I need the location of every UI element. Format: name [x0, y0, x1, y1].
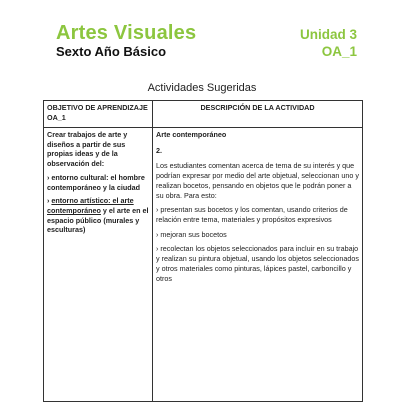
activity-bullet: › presentan sus bocetos y los comentan, usando criterios de relación entre tema, materiales y propósitos expresivos	[156, 205, 348, 225]
section-title: Actividades Sugeridas	[147, 82, 257, 94]
activity-column-header: DESCRIPCIÓN DE LA ACTIVIDAD	[153, 101, 363, 128]
objective-item-artistic-suffix: y el arte en el espacio público (murales y esculturas)	[47, 206, 149, 235]
activity-intro: Los estudiantes comentan acerca de tema de su interés y que podrían expresar por medio del arte objetual, seleccionan uno y realizan bocetos, pensando en objetos que le podrán poner a su obra. Para esto:	[156, 161, 359, 200]
table-row	[44, 128, 363, 402]
document-subtitle: Sexto Año Básico	[56, 44, 167, 59]
activity-number: 2.	[156, 145, 162, 155]
activity-cell	[153, 128, 363, 402]
objective-item-artistic-underlined: entorno artístico: el arte contemporáneo	[47, 196, 134, 216]
table-header-row	[44, 101, 363, 128]
objective-cell	[44, 128, 153, 402]
unit-label: Unidad 3	[299, 27, 357, 42]
objective-column-header: OBJETIVO DE APRENDIZAJE OA_1	[44, 101, 153, 128]
oa-label: OA_1	[321, 44, 357, 59]
objective-item-artistic	[47, 196, 149, 235]
objective-item-cultural: › entorno cultural: el hombre contemporáneo y la ciudad	[47, 172, 145, 192]
activity-bullet: › recolectan los objetos seleccionados para incluir en su trabajo y realizan su pintura objetual, usando los objetos seleccionados y otros materiales como pinturas, lápices pastel, carboncillo y otros	[156, 244, 359, 283]
activity-table	[43, 100, 363, 402]
activity-bullet: › mejoran sus bocetos	[156, 229, 227, 239]
objective-main-text: Crear trabajos de arte y diseños a partir de sus propias ideas y de la observación del:	[47, 130, 128, 169]
activity-title: Arte contemporáneo	[156, 130, 227, 139]
document-title: Artes Visuales	[56, 22, 197, 44]
objective-item-artistic-prefix: ›	[47, 196, 52, 206]
